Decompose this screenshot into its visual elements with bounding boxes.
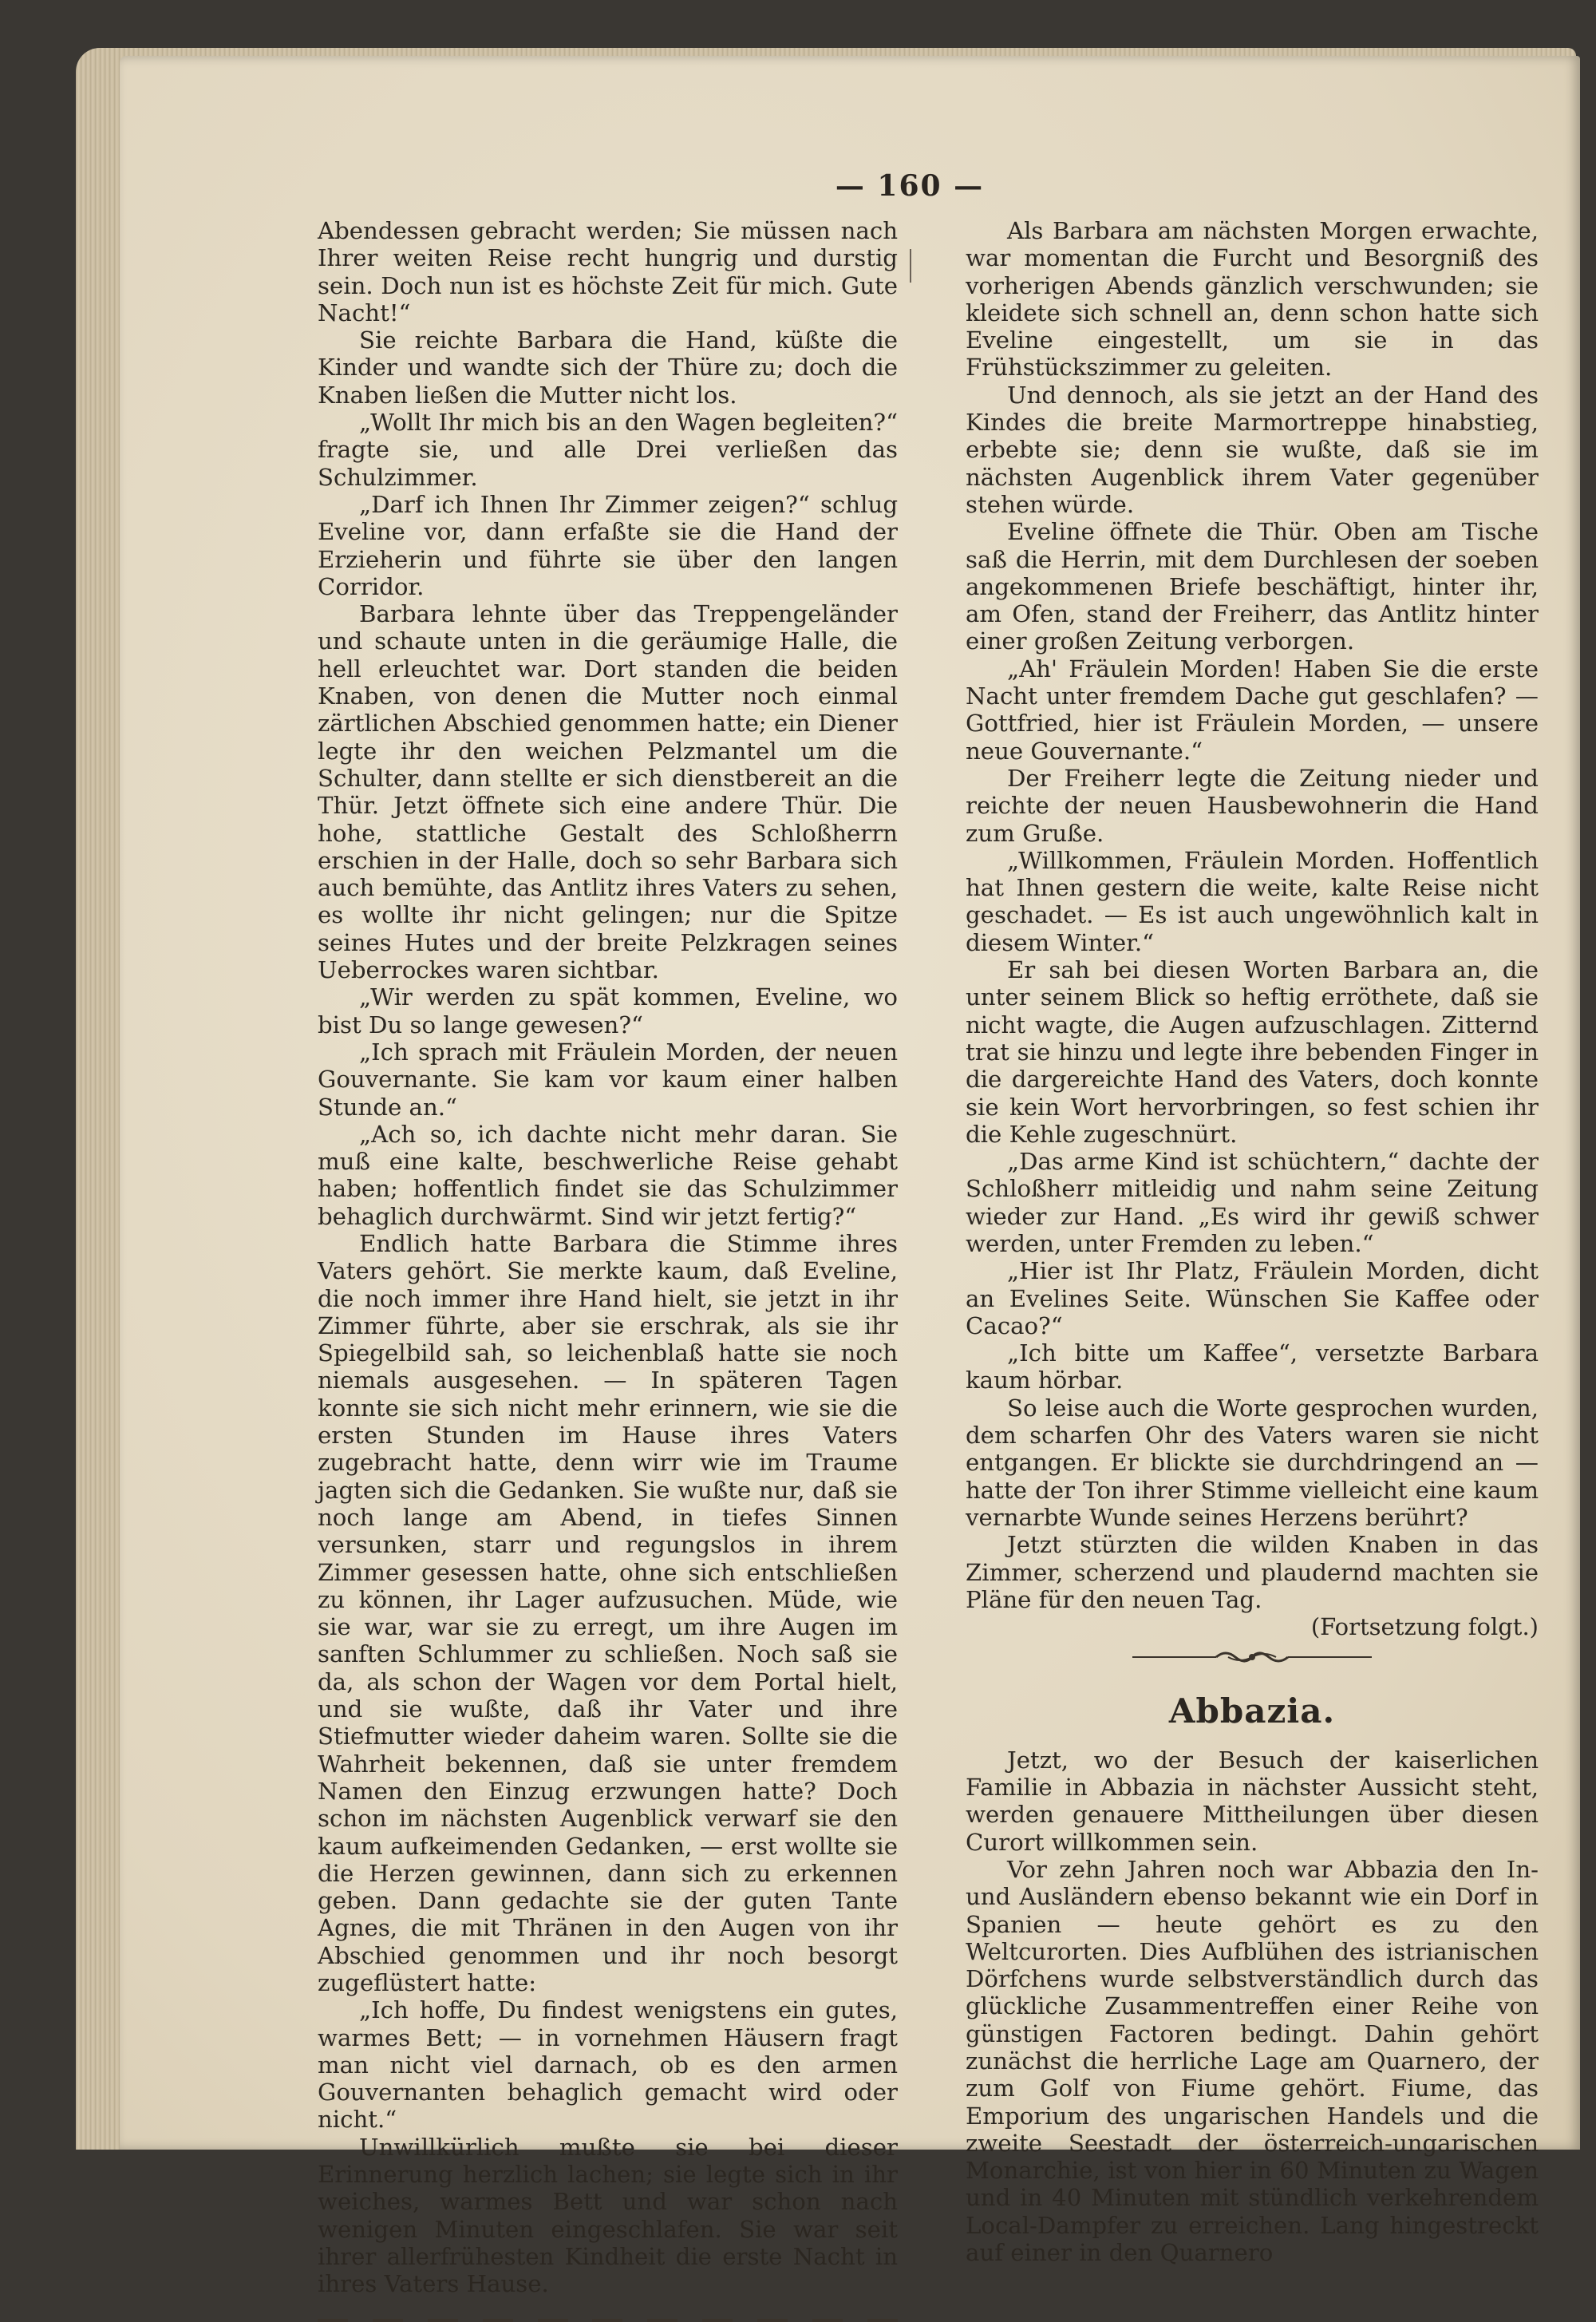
paragraph: Der Freiherr legte die Zeitung nieder und reichte der neuen Hausbewohnerin die Hand zum Gruße. xyxy=(966,764,1539,847)
column-separator xyxy=(910,249,911,283)
paragraph: „Ich sprach mit Fräulein Morden, der neuen Gouvernante. Sie kam vor kaum einer halben Stunde an.“ xyxy=(318,1038,898,1121)
paragraph: Jetzt stürzten die wilden Knaben in das Zimmer, scherzend und plaudernd machten sie Pläne für den neuen Tag. xyxy=(966,1531,1539,1613)
paragraph: „Hier ist Ihr Platz, Fräulein Morden, dicht an Evelines Seite. Wünschen Sie Kaffee oder Cacao?“ xyxy=(966,1257,1539,1339)
paragraph: „Ich hoffe, Du findest wenigstens ein gutes, warmes Bett; — in vornehmen Häusern fragt man nicht viel darnach, ob es den armen Gouvernanten behaglich gemacht wird oder nicht.“ xyxy=(318,1996,898,2134)
paragraph: Abendessen gebracht werden; Sie müssen nach Ihrer weiten Reise recht hungrig und durstig sein. Doch nun ist es höchste Zeit für mich. Gute Nacht!“ xyxy=(318,217,898,326)
paragraph: Als Barbara am nächsten Morgen erwachte, war momentan die Furcht und Besorgniß des vorherigen Abends gänzlich verschwunden; sie kleidete sich schnell an, denn schon hatte sich Eveline eingestellt, um sie in das Frühstückszimmer zu geleiten. xyxy=(966,217,1539,382)
paragraph: Sie reichte Barbara die Hand, küßte die Kinder und wandte sich der Thüre zu; doch die Knaben ließen die Mutter nicht los. xyxy=(318,326,898,409)
left-column xyxy=(318,217,898,2322)
ornament-divider xyxy=(966,1645,1539,1669)
paragraph: Jetzt, wo der Besuch der kaiserlichen Familie in Abbazia in nächster Aussicht steht, werden genauere Mittheilungen über diesen Curort willkommen sein. xyxy=(966,1746,1539,1856)
paragraph: „Das arme Kind ist schüchtern,“ dachte der Schloßherr mitleidig und nahm seine Zeitung wieder zur Hand. „Es wird ihr gewiß schwer werden, unter Fremden zu leben.“ xyxy=(966,1148,1539,1257)
ornament-icon xyxy=(1132,1648,1372,1667)
story-end-rule xyxy=(318,2319,898,2322)
section-title: Abbazia. xyxy=(1168,1691,1336,1731)
paragraph: „Ach so, ich dachte nicht mehr daran. Sie muß eine kalte, beschwerliche Reise gehabt haben; hoffentlich findet sie das Schulzimmer behaglich durchwärmt. Sind wir jetzt fertig?“ xyxy=(318,1120,898,1230)
page-number: — 160 — xyxy=(835,169,985,203)
paragraph: „Darf ich Ihnen Ihr Zimmer zeigen?“ schlug Eveline vor, dann erfaßte sie die Hand der Erzieherin und führte sie über den langen Corridor. xyxy=(318,490,898,600)
paragraph: Unwillkürlich mußte sie bei dieser Erinnerung herzlich lachen; sie legte sich in ihr weiches, warmes Bett und war schon nach wenigen Minuten eingeschlafen. Sie war seit ihrer allerfrühesten Kindheit die erste Nacht in ihres Vaters Hause. xyxy=(318,2133,898,2298)
paragraph: Endlich hatte Barbara die Stimme ihres Vaters gehört. Sie merkte kaum, daß Eveline, die noch immer ihre Hand hielt, sie jetzt in ihr Zimmer führte, aber sie erschrak, als sie ihr Spiegelbild sah, so leichenblaß hatte sie noch niemals ausgesehen. — In späteren Tagen konnte sie sich nicht mehr erinnern, wie sie die ersten Stunden im Hause ihres Vaters zugebracht hatte, denn wirr wie im Traume jagten sich die Gedanken. Sie wußte nur, daß sie noch lange am Abend, in tiefes Sinnen versunken, starr und regungslos in ihrem Zimmer gesessen hatte, ohne sich entschließen zu können, ihr Lager aufzusuchen. Müde, wie sie war, war sie zu erregt, um ihre Augen im sanften Schlummer zu schließen. Noch saß sie da, als schon der Wagen vor dem Portal hielt, und sie wußte, daß ihr Vater und ihre Stiefmutter wieder daheim waren. Sollte sie die Wahrheit bekennen, daß sie unter fremdem Namen den Einzug erzwungen hatte? Doch schon im nächsten Augenblick verwarf sie den kaum aufkeimenden Gedanken, — erst wollte sie die Herzen gewinnen, dann sich zu erkennen geben. Dann gedachte sie der guten Tante Agnes, die mit Thränen in den Augen von ihr Abschied genommen und ihr noch besorgt zugeflüstert hatte: xyxy=(318,1229,898,1996)
paragraph: Und dennoch, als sie jetzt an der Hand des Kindes die breite Marmortreppe hinabstieg, erbebte sie; denn sie wußte, daß sie im nächsten Augenblick ihrem Vater gegenüber stehen würde. xyxy=(966,381,1539,518)
continued-note: (Fortsetzung folgt.) xyxy=(1310,1613,1539,1641)
paragraph: „Wir werden zu spät kommen, Eveline, wo bist Du so lange gewesen?“ xyxy=(318,983,898,1038)
paragraph: Vor zehn Jahren noch war Abbazia den In- und Ausländern ebenso bekannt wie ein Dorf in Spanien — heute gehört es zu den Weltcurorten. Dies Aufblühen des istrianischen Dörfchens wurde selbstverständlich durch das glückliche Zusammentreffen einer Reihe von günstigen Factoren bedingt. Dahin gehört zunächst die herrliche Lage am Quarnero, der zum Golf von Fiume gehört. Fiume, das Emporium des ungarischen Handels und die zweite Seestadt der österreich-ungarischen Monarchie, ist von hier in 60 Minuten zu Wagen und in 40 Minuten mit stündlich verkehrendem Local-Dampfer zu erreichen. Lang hingestreckt auf einer in den Quarnero xyxy=(966,1855,1539,2267)
paragraph: „Ich bitte um Kaffee“, versetzte Barbara kaum hörbar. xyxy=(966,1339,1539,1394)
paragraph: „Ah' Fräulein Morden! Haben Sie die erste Nacht unter fremdem Dache gut geschlafen? — Gottfried, hier ist Fräulein Morden, — unsere neue Gouvernante.“ xyxy=(966,655,1539,765)
right-column xyxy=(966,217,1539,2266)
paragraph: „Willkommen, Fräulein Morden. Hoffentlich hat Ihnen gestern die weite, kalte Reise nicht geschadet. — Es ist auch ungewöhnlich kalt in diesem Winter.“ xyxy=(966,846,1539,956)
paragraph: „Wollt Ihr mich bis an den Wagen begleiten?“ fragte sie, und alle Drei verließen das Schulzimmer. xyxy=(318,409,898,491)
paragraph: Barbara lehnte über das Treppengeländer und schaute unten in die geräumige Halle, die hell erleuchtet war. Dort standen die beiden Knaben, von denen die Mutter noch einmal zärtlichen Abschied genommen hatte; ein Diener legte ihr den weichen Pelzmantel um die Schulter, dann stellte er sich dienstbereit an die Thür. Jetzt öffnete sich eine andere Thür. Die hohe, stattliche Gestalt des Schloßherrn erschien in der Halle, doch so sehr Barbara sich auch bemühte, das Antlitz ihres Vaters zu sehen, es wollte ihr nicht gelingen; nur die Spitze seines Hutes und der breite Pelzkragen seines Ueberrockes waren sichtbar. xyxy=(318,600,898,984)
paragraph: Eveline öffnete die Thür. Oben am Tische saß die Herrin, mit dem Durchlesen der soeben angekommenen Briefe beschäftigt, hinter ihr, am Ofen, stand der Freiherr, das Antlitz hinter einer großen Zeitung verborgen. xyxy=(966,518,1539,655)
paragraph: So leise auch die Worte gesprochen wurden, dem scharfen Ohr des Vaters waren sie nicht entgangen. Er blickte sie durchdringend an — hatte der Ton ihrer Stimme vielleicht eine kaum vernarbte Wunde seines Herzens berührt? xyxy=(966,1394,1539,1531)
paragraph: Er sah bei diesen Worten Barbara an, die unter seinem Blick so heftig erröthete, daß sie nicht wagte, die Augen aufzuschlagen. Zitternd trat sie hinzu und legte ihre bebenden Finger in die dargereichte Hand des Vaters, doch konnte sie kein Wort hervorbringen, so fest schien ihr die Kehle zugeschnürt. xyxy=(966,956,1539,1148)
